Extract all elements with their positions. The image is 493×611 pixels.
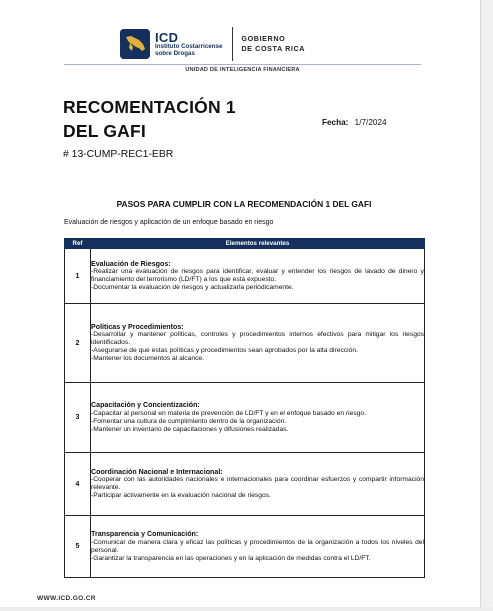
row-content [91,453,425,516]
table-row [65,249,425,304]
row-ref: 5 [65,516,91,578]
document-title [63,95,236,143]
gov-line-1: GOBIERNO [241,34,286,44]
row-ref: 3 [65,383,91,453]
row-point: -Realizar una evaluación de riesgos para identificar, evaluar y entender los riesgos de lavado de dinero y financiamiento del terrorismo (LD/FT) a los que está expuesto. [91,268,424,284]
row-point: -Cooperar con las autoridades nacionales e internacionales para coordinar esfuerzos y compartir información relevante. [91,476,424,492]
unit-name: UNIDAD DE INTELIGENCIA FINANCIERA [185,67,300,73]
document-date [322,118,387,127]
table-row [65,304,425,383]
government-label [241,34,305,53]
row-heading: Transparencia y Comunicación: [91,530,199,539]
row-point: -Asegurarse de que estas políticas y procedimientos sean aprobados por la alta dirección. [91,347,358,355]
document-code: # 13-CUMP-REC1-EBR [63,149,174,160]
row-ref: 1 [65,249,91,304]
row-point: -Documentar la evaluación de riesgos y actualizarla periódicamente. [91,284,294,292]
title-line-2: DEL GAFI [63,121,146,141]
page-edge-bottom [0,607,493,611]
section-title: PASOS PARA CUMPLIR CON LA RECOMENDACIÓN 1 DEL GAFI [116,199,372,209]
row-point: -Capacitar al personal en materia de prevención de LD/FT y en el enfoque basado en riesgo. [91,409,366,417]
row-point: -Mantener los documentos al alcance. [91,355,205,363]
row-content [91,304,425,383]
logo-name-line-2: sobre Drogas [155,49,195,57]
row-point: -Participar activamente en la evaluación nacional de riesgos. [91,492,271,500]
table-row [65,453,425,516]
row-point: -Mantener un inventario de capacitaciones y difusiones realizadas. [91,425,289,433]
row-point: -Fomentar una cultura de cumplimiento dentro de la organización. [91,417,287,425]
steps-table [64,238,425,578]
costa-rica-map-icon [120,29,150,59]
row-point: -Garantizar la transparencia en las operaciones y en la aplicación de medidas contra el LD/FT. [91,554,371,562]
date-value: 1/7/2024 [354,118,387,127]
row-content [91,516,425,578]
logo-acronym: ICD [155,30,179,46]
row-point: -Comunicar de manera clara y eficaz las políticas y procedimientos de la organización a todos los niveles del personal. [91,538,424,554]
header-divider [232,27,233,61]
document-header [120,24,305,64]
row-heading: Coordinación Nacional e Internacional: [91,467,223,476]
logo-name-line-1: Instituto Costarricense [155,43,223,51]
gov-line-2: DE COSTA RICA [241,44,306,53]
header-rule [64,64,421,65]
row-ref: 4 [65,453,91,516]
table-header-row [65,239,425,249]
row-ref: 2 [65,304,91,383]
footer-website: WWW.ICD.GO.CR [37,595,96,602]
icd-logo [120,29,222,59]
table-row [65,516,425,578]
title-line-1: RECOMENTACIÓN 1 [63,97,236,117]
row-content [91,249,425,304]
column-header-elements: Elementos relevantes [91,239,425,249]
row-content [91,383,425,453]
row-heading: Políticas y Procedimientos: [91,322,184,331]
table-row [65,383,425,453]
section-intro: Evaluación de riesgos y aplicación de un enfoque basado en riesgo [64,219,274,226]
page-edge [480,0,493,611]
row-heading: Evaluación de Riesgos: [91,259,171,268]
row-heading: Capacitación y Concientización: [91,401,200,410]
date-label: Fecha: [322,118,349,127]
column-header-ref: Ref [65,239,91,249]
row-point: -Desarrollar y mantener políticas, controles y procedimientos internos efectivos para mitigar los riesgos identificados. [91,331,424,347]
